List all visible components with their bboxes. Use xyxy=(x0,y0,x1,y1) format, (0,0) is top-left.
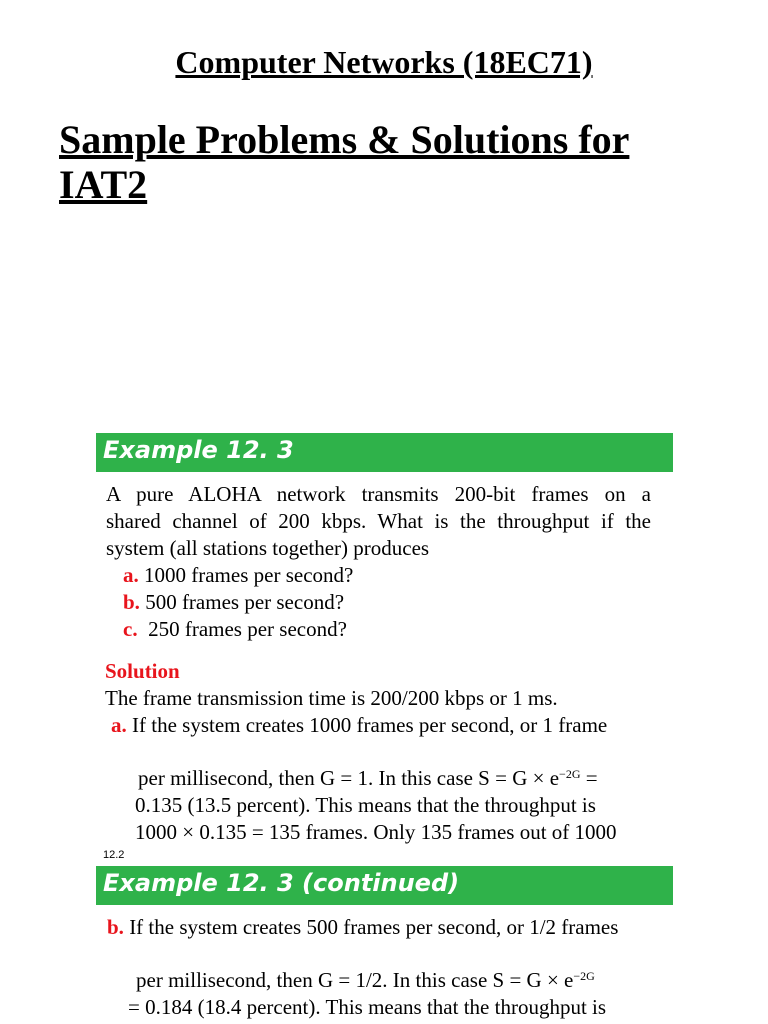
part-a-line-2-text: per millisecond, then G = 1. In this case S = G × e xyxy=(138,766,560,790)
part-b-line-1 xyxy=(107,914,618,941)
part-a-line-1 xyxy=(111,712,607,739)
part-b-exponent: −2G xyxy=(573,969,595,983)
part-a-marker: a. xyxy=(111,713,127,737)
option-b xyxy=(123,589,344,616)
example-banner-title: Example 12. 3 xyxy=(103,436,294,464)
part-b-line-2-text: per millisecond, then G = 1/2. In this case S = G × e xyxy=(136,968,574,992)
option-a xyxy=(123,562,353,589)
problem-line-2: shared channel of 200 kbps. What is the throughput if the xyxy=(106,509,651,533)
example-continued-banner xyxy=(96,866,673,905)
part-b-line-3: = 0.184 (18.4 percent). This means that the throughput is xyxy=(128,995,607,1019)
course-title: Computer Networks (18EC71) xyxy=(175,44,593,80)
option-c-text: 250 frames per second? xyxy=(142,617,347,641)
part-b-text: If the system creates 500 frames per second, or 1/2 frames xyxy=(129,915,619,939)
part-a-line-3: 0.135 (13.5 percent). This means that the throughput is xyxy=(135,793,596,817)
problem-line-3: system (all stations together) produces xyxy=(106,536,430,560)
option-a-marker: a. xyxy=(123,563,139,587)
option-c-marker: c. xyxy=(123,617,138,641)
part-a-line-2 xyxy=(138,765,598,792)
part-a-exponent: −2G xyxy=(559,767,581,781)
option-a-text: 1000 frames per second? xyxy=(144,563,354,587)
part-b-marker: b. xyxy=(107,915,124,939)
solution-intro: The frame transmission time is 200/200 kbps or 1 ms. xyxy=(105,686,558,710)
example-banner xyxy=(96,433,673,472)
part-a-text: If the system creates 1000 frames per second, or 1 frame xyxy=(132,713,608,737)
document-title: Sample Problems & Solutions for IAT2 xyxy=(59,117,630,207)
part-a-line-2-end: = xyxy=(580,766,598,790)
option-b-marker: b. xyxy=(123,590,140,614)
option-b-text: 500 frames per second? xyxy=(145,590,345,614)
solution-label: Solution xyxy=(105,659,180,683)
example-continued-banner-title: Example 12. 3 (continued) xyxy=(103,869,460,897)
option-c xyxy=(123,616,347,643)
slide-number: 12.2 xyxy=(103,849,125,861)
problem-line-1: A pure ALOHA network transmits 200-bit frames on a xyxy=(106,482,651,506)
part-a-line-4: 1000 × 0.135 = 135 frames. Only 135 frames out of 1000 xyxy=(135,820,617,844)
part-b-line-2 xyxy=(136,967,595,994)
